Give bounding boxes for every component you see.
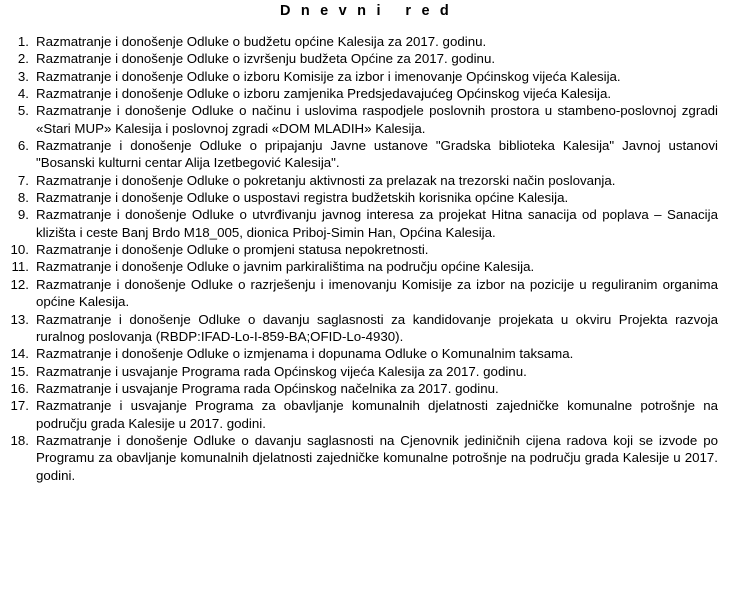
agenda-item-number: 10. — [10, 242, 29, 258]
agenda-item — [0, 241, 718, 258]
agenda-item-number: 15. — [10, 363, 29, 379]
agenda-item-number: 11. — [11, 259, 29, 275]
agenda-item-number: 1. — [17, 34, 29, 49]
agenda-item — [0, 189, 718, 206]
agenda-item — [0, 68, 718, 85]
agenda-item-text: Razmatranje i donošenje Odluke o razrješenju i imenovanju Komisije za izbor na pozicije u reguliranim organima općine Kalesija. — [36, 276, 718, 310]
agenda-item-number: 16. — [10, 380, 29, 396]
agenda-item — [0, 311, 718, 346]
agenda-item-text: Razmatranje i donošenje Odluke o utvrđivanju javnog interesa za projekat Hitna sanacija od poplava – Sanacija klizišta i ceste Banj Brdo M18_005, dionica Priboj-Simin Han, Općina Kalesija. — [36, 207, 718, 240]
agenda-item-text: Razmatranje i donošenje Odluke o uspostavi registra budžetskih korisnika općine Kalesija. — [36, 190, 569, 206]
agenda-item-number: 6. — [17, 138, 29, 154]
agenda-item — [0, 33, 718, 50]
agenda-item-text: Razmatranje i donošenje Odluke o promjeni statusa nepokretnosti. — [36, 242, 429, 258]
agenda-item — [0, 137, 718, 172]
agenda-item-text: Razmatranje i donošenje Odluke o izvršenju budžeta Općine za 2017. godinu. — [36, 51, 496, 67]
agenda-item-number: 4. — [17, 86, 29, 102]
agenda-item-number: 18. — [10, 432, 29, 448]
agenda-item-number: 14. — [10, 346, 29, 362]
agenda-item-number: 9. — [17, 207, 29, 223]
agenda-list — [0, 33, 732, 484]
agenda-item — [0, 276, 718, 311]
agenda-item — [0, 102, 718, 137]
agenda-item-text: Razmatranje i donošenje Odluke o pokretanju aktivnosti za prelazak na trezorski način poslovanja. — [36, 172, 616, 188]
agenda-item — [0, 85, 718, 102]
agenda-item-number: 12. — [10, 276, 29, 292]
agenda-item-text: Razmatranje i donošenje Odluke o budžetu općine Kalesija za 2017. godinu. — [36, 34, 487, 49]
agenda-item-text: Razmatranje i donošenje Odluke o izboru zamjenika Predsjedavajućeg Općinskog vijeća Kalesija. — [36, 86, 612, 102]
agenda-item — [0, 380, 718, 397]
agenda-item-text: Razmatranje i usvajanje Programa za obavljanje komunalnih djelatnosti zajedničke komunalne potrošnje na području grada Kalesije u 2017. godini. — [36, 398, 718, 431]
agenda-item-number: 5. — [17, 103, 29, 119]
agenda-item-number: 7. — [17, 172, 29, 188]
agenda-item-text: Razmatranje i donošenje Odluke o pripajanju Javne ustanove "Gradska biblioteka Kalesija" Javnoj ustanovi "Bosanski kulturni centar Alija Izetbegović Kalesija". — [36, 138, 718, 171]
agenda-item — [0, 345, 718, 362]
agenda-item-text: Razmatranje i donošenje Odluke o davanju saglasnosti na Cjenovnik jediničnih cijena radova koji se izvode po Programu za obavljanje komunalnih djelatnosti zajedničke komunalne potrošnje na području grada Kalesije u 2017. godini. — [36, 432, 718, 483]
agenda-item — [0, 172, 718, 189]
agenda-item-text: Razmatranje i donošenje Odluke o izmjenama i dopunama Odluke o Komunalnim taksama. — [36, 346, 574, 362]
agenda-item-text: Razmatranje i donošenje Odluke o javnim parkiralištima na području općine Kalesija. — [36, 259, 535, 275]
agenda-item-number: 2. — [17, 51, 29, 67]
page-title: D n e v n i r e d — [280, 3, 452, 19]
agenda-item — [0, 397, 718, 432]
agenda-item — [0, 363, 718, 380]
agenda-item-text: Razmatranje i donošenje Odluke o načinu i uslovima raspodjele poslovnih prostora u stambeno-poslovnoj zgradi «Stari MUP» Kalesija i poslovnoj zgradi «DOM MLADIH» Kalesija. — [36, 103, 718, 136]
agenda-item-text: Razmatranje i donošenje Odluke o izboru Komisije za izbor i imenovanje Općinskog vijeća Kalesija. — [36, 68, 621, 84]
agenda-item — [0, 258, 718, 275]
agenda-item-text: Razmatranje i donošenje Odluke o davanju saglasnosti za kandidovanje projekata u okviru Projekta razvoja ruralnog poslovanja (RBDP:IFAD-Lo-I-859-BA;OFID-Lo-4930). — [36, 311, 718, 344]
agenda-item-number: 3. — [17, 68, 29, 84]
agenda-item — [0, 432, 718, 484]
agenda-item-number: 17. — [10, 398, 29, 414]
agenda-item-text: Razmatranje i usvajanje Programa rada Općinskog načelnika za 2017. godinu. — [36, 380, 499, 396]
agenda-item — [0, 50, 718, 67]
agenda-item-number: 8. — [17, 190, 29, 206]
agenda-item-number: 13. — [10, 311, 29, 327]
agenda-item-text: Razmatranje i usvajanje Programa rada Općinskog vijeća Kalesija za 2017. godinu. — [36, 363, 527, 379]
agenda-item — [0, 206, 718, 241]
